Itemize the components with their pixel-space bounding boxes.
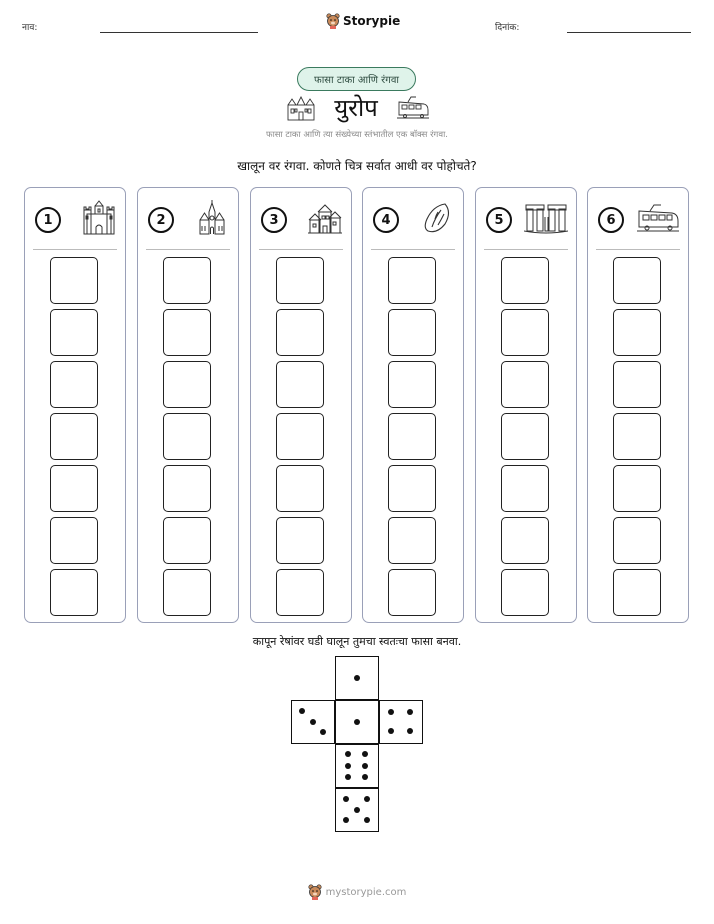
bear-mascot-icon (308, 884, 322, 900)
color-box[interactable] (501, 309, 549, 356)
die-pip (362, 751, 368, 757)
activity-tag: फासा टाका आणि रंगवा (297, 67, 416, 91)
column-6 (587, 187, 689, 623)
date-line[interactable] (567, 32, 691, 33)
column-divider (146, 249, 230, 250)
castle-icon (81, 200, 117, 240)
die-pip (320, 729, 326, 735)
box-stack (276, 257, 324, 621)
die-pip (343, 796, 349, 802)
color-box[interactable] (276, 413, 324, 460)
die-pip (310, 719, 316, 725)
village-icon (307, 200, 343, 240)
color-box[interactable] (163, 465, 211, 512)
color-box[interactable] (501, 517, 549, 564)
tram-icon (396, 96, 430, 120)
color-box[interactable] (163, 517, 211, 564)
column-header (148, 202, 230, 238)
color-box[interactable] (613, 361, 661, 408)
die-pip (388, 728, 394, 734)
column-divider (484, 249, 568, 250)
die-pip (345, 751, 351, 757)
column-number: 2 (148, 207, 174, 233)
color-box[interactable] (50, 361, 98, 408)
color-box[interactable] (50, 413, 98, 460)
column-3 (250, 187, 352, 623)
die-pip (345, 774, 351, 780)
column-1 (24, 187, 126, 623)
column-divider (33, 249, 117, 250)
die-face-1 (335, 656, 379, 700)
column-4 (362, 187, 464, 623)
color-box[interactable] (501, 465, 549, 512)
color-box[interactable] (276, 465, 324, 512)
almond-icon (419, 200, 455, 240)
brand-name: Storypie (343, 14, 401, 28)
color-box[interactable] (388, 309, 436, 356)
color-box[interactable] (276, 361, 324, 408)
box-stack (388, 257, 436, 621)
color-box[interactable] (276, 309, 324, 356)
color-box[interactable] (163, 413, 211, 460)
palace-icon (286, 95, 316, 121)
brand-logo (326, 13, 400, 29)
color-box[interactable] (388, 569, 436, 616)
instruction: खालून वर रंगवा. कोणते चित्र सर्वात आधी वर पोहोचते? (237, 159, 477, 173)
column-number: 5 (486, 207, 512, 233)
column-2 (137, 187, 239, 623)
tram-icon (636, 203, 680, 237)
die-face-5 (335, 788, 379, 832)
color-box[interactable] (613, 465, 661, 512)
color-box[interactable] (276, 257, 324, 304)
column-divider (596, 249, 680, 250)
color-box[interactable] (50, 257, 98, 304)
color-box[interactable] (613, 257, 661, 304)
column-divider (371, 249, 455, 250)
color-box[interactable] (50, 465, 98, 512)
cut-instruction: कापून रेषांवर घडी घालून तुमचा स्वतःचा फासा बनवा. (252, 635, 462, 648)
column-number: 1 (35, 207, 61, 233)
color-box[interactable] (388, 257, 436, 304)
color-box[interactable] (276, 569, 324, 616)
column-header (598, 202, 680, 238)
color-box[interactable] (163, 309, 211, 356)
die-pip (299, 708, 305, 714)
die-face-4 (379, 700, 423, 744)
color-box[interactable] (388, 413, 436, 460)
box-stack (501, 257, 549, 621)
footer-url[interactable]: mystorypie.com (325, 886, 407, 898)
color-box[interactable] (613, 517, 661, 564)
name-line[interactable] (100, 32, 258, 33)
color-box[interactable] (501, 569, 549, 616)
color-box[interactable] (163, 361, 211, 408)
die-face-1 (335, 700, 379, 744)
subtitle: फासा टाका आणि त्या संख्येच्या स्तंभातील एक बॉक्स रंगवा. (266, 130, 448, 140)
cathedral-icon (194, 200, 230, 240)
column-number: 6 (598, 207, 624, 233)
color-box[interactable] (163, 257, 211, 304)
die-face-6 (335, 744, 379, 788)
column-header (373, 202, 455, 238)
die-pip (407, 709, 413, 715)
die-pip (364, 796, 370, 802)
color-box[interactable] (613, 309, 661, 356)
die-pip (343, 817, 349, 823)
color-box[interactable] (50, 569, 98, 616)
column-header (35, 202, 117, 238)
die-pip (407, 728, 413, 734)
bear-mascot-icon (326, 13, 340, 29)
color-box[interactable] (501, 361, 549, 408)
color-box[interactable] (388, 361, 436, 408)
color-box[interactable] (276, 517, 324, 564)
box-stack (163, 257, 211, 621)
column-header (261, 202, 343, 238)
column-header (486, 202, 568, 238)
die-pip (364, 817, 370, 823)
column-divider (259, 249, 343, 250)
column-number: 4 (373, 207, 399, 233)
stonehenge-icon (524, 201, 568, 239)
page-title: युरोप (334, 94, 378, 122)
footer (0, 884, 714, 900)
name-label: नाव: (22, 23, 38, 33)
color-box[interactable] (163, 569, 211, 616)
die-pip (388, 709, 394, 715)
die-pip (362, 774, 368, 780)
die-pip (362, 763, 368, 769)
box-stack (50, 257, 98, 621)
color-box[interactable] (613, 569, 661, 616)
color-box[interactable] (50, 517, 98, 564)
color-box[interactable] (613, 413, 661, 460)
die-pip (354, 719, 360, 725)
color-box[interactable] (501, 413, 549, 460)
date-label: दिनांक: (495, 23, 520, 33)
column-number: 3 (261, 207, 287, 233)
color-box[interactable] (388, 517, 436, 564)
die-pip (345, 763, 351, 769)
die-pip (354, 807, 360, 813)
color-box[interactable] (50, 309, 98, 356)
die-face-3 (291, 700, 335, 744)
title-row (286, 92, 430, 124)
box-stack (613, 257, 661, 621)
color-box[interactable] (501, 257, 549, 304)
die-pip (354, 675, 360, 681)
column-5 (475, 187, 577, 623)
color-box[interactable] (388, 465, 436, 512)
